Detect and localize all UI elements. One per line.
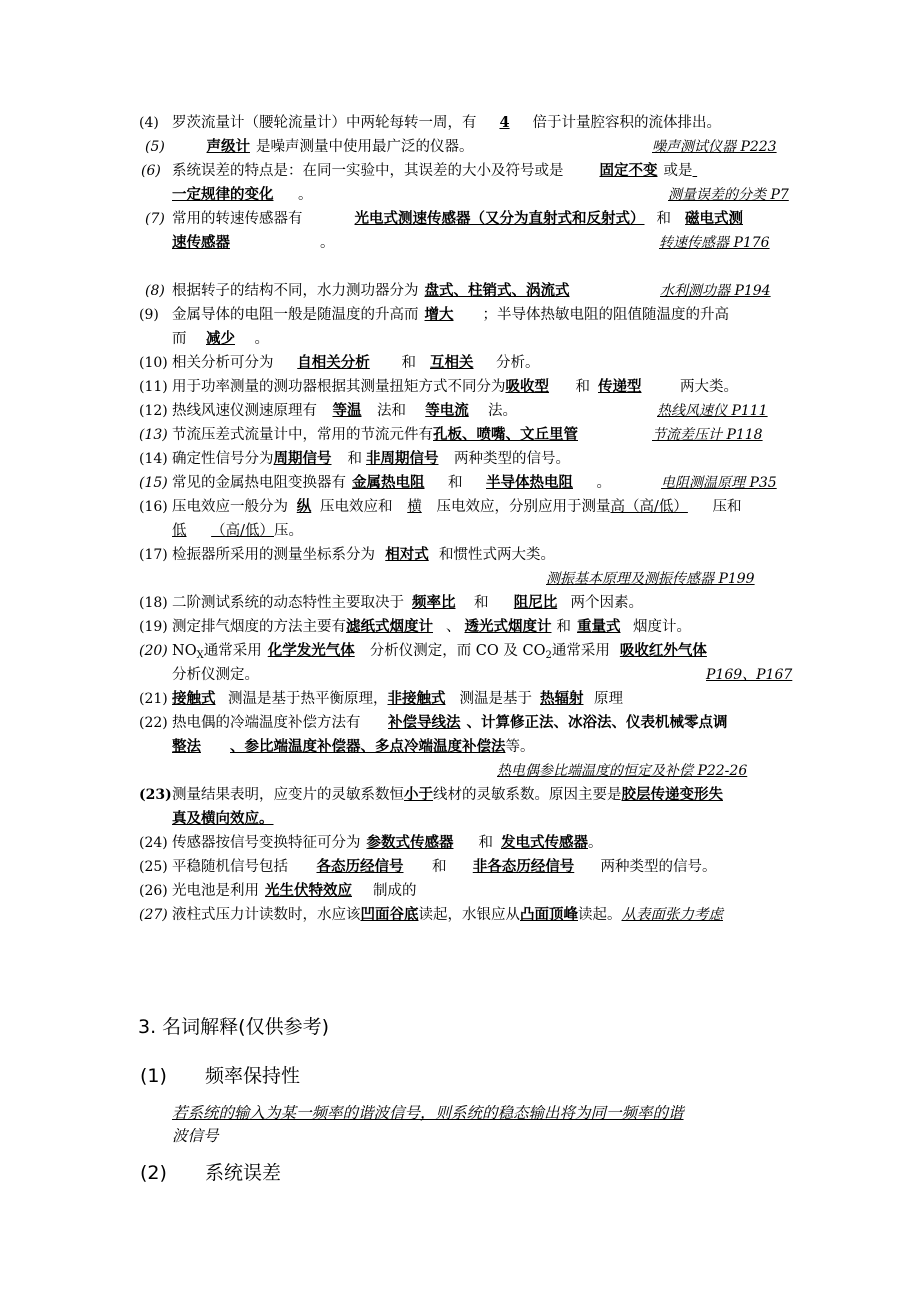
item-number: (5)	[145, 139, 165, 155]
reference-note: 水利测功器 P194	[660, 283, 771, 299]
item-number: (9)	[139, 307, 159, 323]
reference-note: 从表面张力考虑	[621, 907, 723, 923]
item-6-text-cont: 一定规律的变化 。	[172, 186, 313, 203]
reference-note: 噪声测试仪器 P223	[652, 139, 777, 155]
term-answer-line-1: 若系统的输入为某一频率的谐波信号，则系统的稳态输出将为同一频率的谐	[172, 1104, 684, 1122]
item-12-text: 热线风速仪测速原理有 等温 法和 等电流 法。	[172, 402, 517, 419]
item-4-text: 罗茨流量计（腰轮流量计）中两轮每转一周，有 4 倍于计量腔容积的流体排出。	[172, 114, 721, 131]
item-10-text: 相关分析可分为 自相关分析 和 互相关 分析。	[172, 354, 540, 371]
item-7-text: 常用的转速传感器有 光电式测速传感器（又分为直射式和反射式） 和 磁电式测	[172, 210, 743, 227]
item-number: (10)	[139, 355, 168, 371]
term-title: 系统误差	[205, 1162, 282, 1184]
item-9-text: 金属导体的电阻一般是随温度的升高而 增大 ；半导体热敏电阻的阻值随温度的升高	[172, 306, 729, 323]
term-title: 频率保持性	[205, 1065, 301, 1087]
item-21-text: 接触式 测温是基于热平衡原理，非接触式 测温是基于 热辐射 原理	[172, 690, 623, 707]
item-6-text: 系统误差的特点是：在同一实验中，其误差的大小及符号或是 固定不变 或是	[172, 162, 693, 179]
item-number: (27)	[139, 907, 168, 923]
item-8-text: 根据转子的结构不同，水力测功器分为 盘式、柱销式、涡流式	[172, 282, 570, 299]
item-13-text: 节流压差式流量计中，常用的节流元件有孔板、喷嘴、文丘里管	[172, 426, 578, 443]
item-number: (21)	[139, 691, 168, 707]
item-9-text-cont: 而 减少 。	[172, 330, 269, 347]
item-7-text-cont: 速传感器 。	[172, 234, 335, 251]
item-24-text: 传感器按信号变换特征可分为 参数式传感器 和 发电式传感器。	[172, 834, 603, 851]
item-27-text: 液柱式压力计读数时，水应该凹面谷底读起，水银应从凸面顶峰读起。从表面张力考虑	[172, 906, 723, 923]
reference-note: 热线风速仪 P111	[657, 403, 768, 419]
item-number: (20)	[139, 643, 168, 659]
item-18-text: 二阶测试系统的动态特性主要取决于 频率比 和 阻尼比 两个因素。	[172, 594, 643, 611]
item-number: (23)	[139, 787, 172, 803]
item-number: (17)	[139, 547, 168, 563]
reference-note: 转速传感器 P176	[659, 235, 770, 251]
item-number: (16)	[139, 499, 168, 515]
reference-note: 热电偶参比端温度的恒定及补偿 P22-26	[497, 763, 748, 779]
item-number: (25)	[139, 859, 168, 875]
item-number: (14)	[139, 451, 168, 467]
item-number: (12)	[139, 403, 168, 419]
item-14-text: 确定性信号分为周期信号 和 非周期信号 两种类型的信号。	[172, 450, 570, 467]
term-answer-line-2: 波信号	[172, 1127, 219, 1145]
section-heading: 3. 名词解释(仅供参考)	[138, 1016, 329, 1038]
item-number: (13)	[139, 427, 168, 443]
item-25-text: 平稳随机信号包括 各态历经信号 和 非各态历经信号 两种类型的信号。	[172, 858, 717, 875]
item-11-text: 用于功率测量的测功器根据其测量扭矩方式不同分为吸收型 和 传递型 两大类。	[172, 378, 738, 395]
reference-note: 测振基本原理及测振传感器 P199	[546, 571, 755, 587]
reference-note: 电阻测温原理 P35	[661, 475, 777, 491]
item-number: (26)	[139, 883, 168, 899]
item-23-text-cont: 真及横向效应。	[172, 810, 274, 827]
item-number: (19)	[139, 619, 168, 635]
item-20-text: $NO_X$通常采用 化学发光气体 分析仪测定，而 CO 及 $CO_2$通常采用 吸收红外气体	[172, 642, 707, 661]
item-22-text-cont: 整法 、参比端温度补偿器、多点冷端温度补偿法等。	[172, 738, 535, 755]
item-26-text: 光电池是利用 光生伏特效应 制成的	[172, 882, 417, 899]
item-number: (22)	[139, 715, 168, 731]
item-number: (15)	[139, 475, 168, 491]
item-22-text: 热电偶的冷端温度补偿方法有 补偿导线法 、计算修正法、冰浴法、仪表机械零点调	[172, 714, 728, 731]
item-number: (24)	[139, 835, 168, 851]
item-number: (11)	[139, 379, 168, 395]
item-19-text: 测定排气烟度的方法主要有滤纸式烟度计 、 透光式烟度计 和 重量式 烟度计。	[172, 618, 691, 635]
item-16-text: 压电效应一般分为 纵 压电效应和 横 压电效应，分别应用于测量高（高/低） 压和	[172, 498, 742, 515]
term-number: (1)	[140, 1065, 167, 1087]
item-number: (18)	[139, 595, 168, 611]
item-number: (8)	[145, 283, 165, 299]
item-17-text: 检振器所采用的测量坐标系分为 相对式 和惯性式两大类。	[172, 546, 555, 563]
item-16-text-cont: 低 （高/低）压。	[172, 523, 303, 539]
term-number: (2)	[140, 1162, 167, 1184]
item-number: (4)	[139, 115, 159, 131]
item-number: (7)	[145, 211, 165, 227]
reference-note: 测量误差的分类 P7	[668, 187, 789, 203]
reference-note: 节流差压计 P118	[652, 427, 763, 443]
item-20-text-cont: 分析仪测定。	[172, 667, 259, 683]
item-15-text: 常见的金属热电阻变换器有 金属热电阻 和 半导体热电阻 。	[172, 474, 611, 491]
item-23-text: 测量结果表明，应变片的灵敏系数恒小于线材的灵敏系数。原因主要是胶层传递变形失	[172, 786, 723, 803]
item-number: (6)	[141, 163, 161, 179]
reference-note: P169、P167	[706, 667, 793, 683]
item-5-text: 声级计 是噪声测量中使用最广泛的仪器。	[206, 138, 474, 155]
